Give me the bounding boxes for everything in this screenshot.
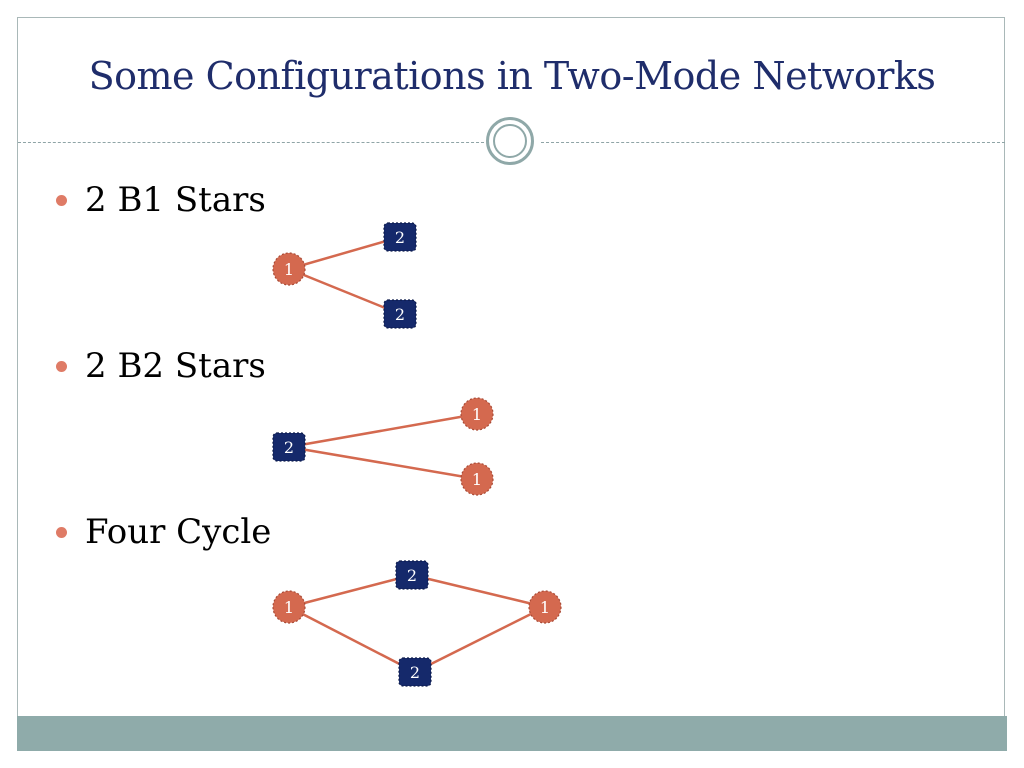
mode2-node — [384, 300, 416, 328]
graph-2-b1-stars — [273, 223, 416, 328]
graph-edge — [412, 575, 545, 607]
mode2-node — [399, 658, 431, 686]
graph-edge — [289, 414, 477, 447]
mode1-node — [273, 253, 305, 285]
mode1-node — [461, 398, 493, 430]
mode1-node — [273, 591, 305, 623]
graph-edge — [289, 575, 412, 607]
node-label: 2 — [394, 305, 406, 324]
footer-bar — [17, 716, 1007, 751]
node-label: 2 — [409, 663, 421, 682]
node-label: 2 — [283, 438, 295, 457]
graph-edge — [415, 607, 545, 672]
slide-title: Some Configurations in Two-Mode Networks — [88, 54, 936, 98]
node-label: 2 — [394, 228, 406, 247]
node-label: 1 — [283, 260, 295, 279]
bullet-label: 2 B2 Stars — [85, 346, 266, 386]
node-label: 1 — [471, 405, 483, 424]
bullet-label: Four Cycle — [85, 512, 272, 552]
mode1-node — [529, 591, 561, 623]
mode2-node — [384, 223, 416, 251]
bullet-label: 2 B1 Stars — [85, 180, 266, 220]
graph-edge — [289, 607, 415, 672]
graph-edge — [289, 269, 400, 314]
graph-edge — [289, 237, 400, 269]
node-label: 1 — [471, 470, 483, 489]
graph-2-b2-stars — [273, 398, 493, 495]
mode2-node — [396, 561, 428, 589]
mode1-node — [461, 463, 493, 495]
node-label: 2 — [406, 566, 418, 585]
node-label: 1 — [283, 598, 295, 617]
node-label: 1 — [539, 598, 551, 617]
graph-edge — [289, 447, 477, 479]
mode2-node — [273, 433, 305, 461]
graph-four-cycle — [273, 561, 561, 686]
